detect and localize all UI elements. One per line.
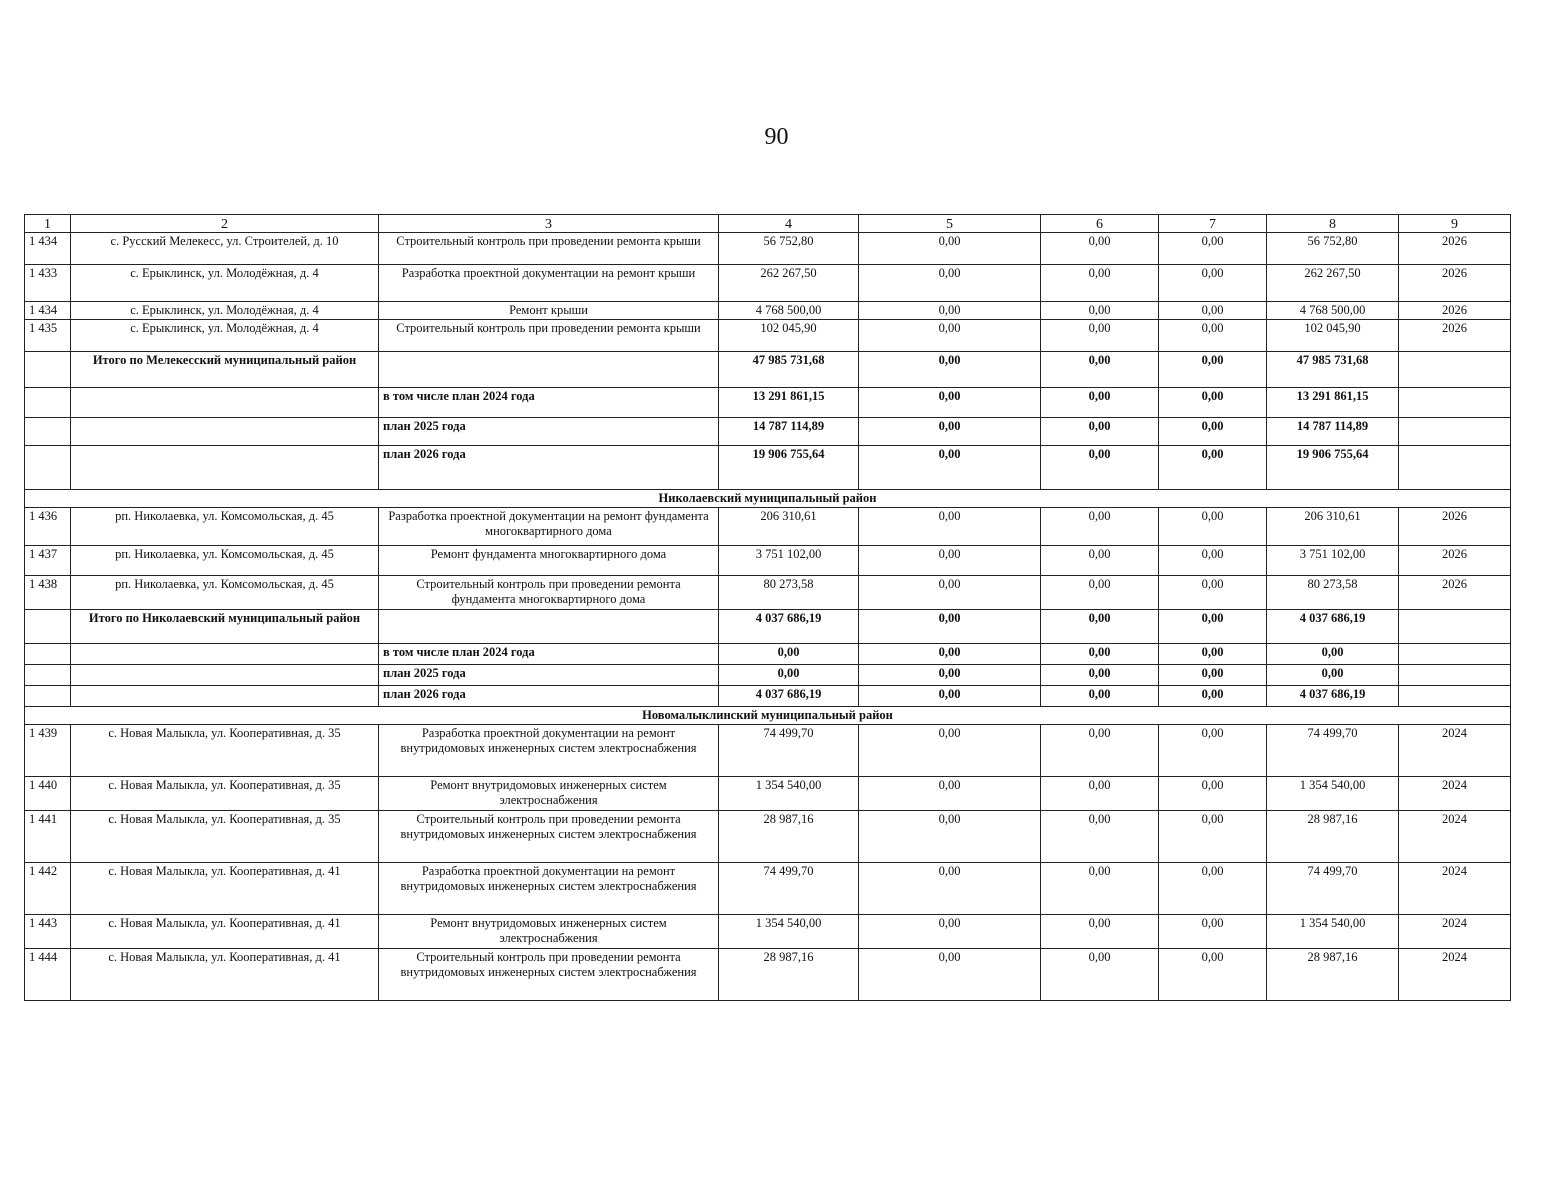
table-row bbox=[25, 863, 1511, 915]
year-cell: 2024 bbox=[1399, 915, 1511, 949]
work-type-cell: Разработка проектной документации на ремонт фундамента многоквартирного дома bbox=[379, 508, 719, 546]
year-cell: 2026 bbox=[1399, 302, 1511, 320]
total-label bbox=[71, 418, 379, 446]
amount-cell: 0,00 bbox=[1041, 546, 1159, 576]
address-cell: с. Новая Малыкла, ул. Кооперативная, д. 41 bbox=[71, 863, 379, 915]
amount-cell: 0,00 bbox=[1159, 665, 1267, 686]
amount-cell: 0,00 bbox=[859, 777, 1041, 811]
amount-cell: 0,00 bbox=[1159, 388, 1267, 418]
amount-cell: 0,00 bbox=[1041, 686, 1159, 707]
amount-cell: 0,00 bbox=[1267, 644, 1399, 665]
amount-cell: 0,00 bbox=[1041, 644, 1159, 665]
amount-cell: 0,00 bbox=[1041, 863, 1159, 915]
amount-cell: 0,00 bbox=[1159, 777, 1267, 811]
empty-cell bbox=[1399, 644, 1511, 665]
year-cell: 2024 bbox=[1399, 863, 1511, 915]
amount-cell: 0,00 bbox=[1041, 320, 1159, 352]
address-cell: с. Новая Малыкла, ул. Кооперативная, д. 41 bbox=[71, 915, 379, 949]
amount-cell: 56 752,80 bbox=[719, 233, 859, 265]
row-number: 1 435 bbox=[25, 320, 71, 352]
amount-cell: 0,00 bbox=[719, 644, 859, 665]
amount-cell: 3 751 102,00 bbox=[719, 546, 859, 576]
column-number: 4 bbox=[719, 215, 859, 233]
empty-cell bbox=[1399, 388, 1511, 418]
amount-cell: 0,00 bbox=[859, 352, 1041, 388]
column-number: 6 bbox=[1041, 215, 1159, 233]
amount-cell: 19 906 755,64 bbox=[719, 446, 859, 490]
table-row bbox=[25, 302, 1511, 320]
amount-cell: 0,00 bbox=[859, 418, 1041, 446]
amount-cell: 0,00 bbox=[1159, 233, 1267, 265]
amount-cell: 0,00 bbox=[859, 644, 1041, 665]
column-number: 9 bbox=[1399, 215, 1511, 233]
year-cell: 2024 bbox=[1399, 811, 1511, 863]
total-row bbox=[25, 644, 1511, 665]
amount-cell: 1 354 540,00 bbox=[1267, 915, 1399, 949]
row-number: 1 438 bbox=[25, 576, 71, 610]
amount-cell: 0,00 bbox=[1159, 863, 1267, 915]
amount-cell: 28 987,16 bbox=[1267, 811, 1399, 863]
address-cell: с. Ерыклинск, ул. Молодёжная, д. 4 bbox=[71, 320, 379, 352]
address-cell: с. Новая Малыкла, ул. Кооперативная, д. 35 bbox=[71, 777, 379, 811]
plan-label: в том числе план 2024 года bbox=[379, 644, 719, 665]
amount-cell: 1 354 540,00 bbox=[719, 777, 859, 811]
amount-cell: 74 499,70 bbox=[719, 863, 859, 915]
year-cell: 2024 bbox=[1399, 949, 1511, 1001]
work-type-cell: Разработка проектной документации на ремонт внутридомовых инженерных систем электроснабжения bbox=[379, 725, 719, 777]
work-type-cell: Строительный контроль при проведении ремонта крыши bbox=[379, 233, 719, 265]
amount-cell: 206 310,61 bbox=[1267, 508, 1399, 546]
address-cell: с. Новая Малыкла, ул. Кооперативная, д. 35 bbox=[71, 725, 379, 777]
work-type-cell: Строительный контроль при проведении ремонта крыши bbox=[379, 320, 719, 352]
amount-cell: 4 037 686,19 bbox=[1267, 610, 1399, 644]
amount-cell: 28 987,16 bbox=[719, 811, 859, 863]
table-row bbox=[25, 546, 1511, 576]
year-cell: 2024 bbox=[1399, 777, 1511, 811]
amount-cell: 19 906 755,64 bbox=[1267, 446, 1399, 490]
table-row bbox=[25, 811, 1511, 863]
amount-cell: 80 273,58 bbox=[1267, 576, 1399, 610]
empty-cell bbox=[25, 610, 71, 644]
section-heading-row bbox=[25, 490, 1511, 508]
year-cell: 2024 bbox=[1399, 725, 1511, 777]
amount-cell: 0,00 bbox=[859, 446, 1041, 490]
address-cell: с. Ерыклинск, ул. Молодёжная, д. 4 bbox=[71, 302, 379, 320]
amount-cell: 0,00 bbox=[1159, 508, 1267, 546]
work-type-cell: Разработка проектной документации на ремонт крыши bbox=[379, 265, 719, 302]
amount-cell: 4 037 686,19 bbox=[1267, 686, 1399, 707]
amount-cell: 0,00 bbox=[1159, 686, 1267, 707]
amount-cell: 0,00 bbox=[1159, 418, 1267, 446]
year-cell: 2026 bbox=[1399, 508, 1511, 546]
amount-cell: 0,00 bbox=[1041, 915, 1159, 949]
total-row bbox=[25, 388, 1511, 418]
work-type-cell: Ремонт крыши bbox=[379, 302, 719, 320]
amount-cell: 0,00 bbox=[1159, 546, 1267, 576]
total-row bbox=[25, 665, 1511, 686]
total-label: Итого по Николаевский муниципальный район bbox=[71, 610, 379, 644]
address-cell: рп. Николаевка, ул. Комсомольская, д. 45 bbox=[71, 576, 379, 610]
amount-cell: 0,00 bbox=[1159, 446, 1267, 490]
column-number: 2 bbox=[71, 215, 379, 233]
table-row bbox=[25, 725, 1511, 777]
amount-cell: 0,00 bbox=[859, 576, 1041, 610]
amount-cell: 0,00 bbox=[859, 665, 1041, 686]
amount-cell: 3 751 102,00 bbox=[1267, 546, 1399, 576]
amount-cell: 4 037 686,19 bbox=[719, 610, 859, 644]
page-number: 90 bbox=[764, 124, 789, 150]
plan-label: план 2026 года bbox=[379, 686, 719, 707]
amount-cell: 0,00 bbox=[1041, 388, 1159, 418]
amount-cell: 13 291 861,15 bbox=[1267, 388, 1399, 418]
amount-cell: 0,00 bbox=[1041, 777, 1159, 811]
amount-cell: 0,00 bbox=[859, 915, 1041, 949]
amount-cell: 0,00 bbox=[1041, 576, 1159, 610]
amount-cell: 0,00 bbox=[1041, 446, 1159, 490]
work-type-cell: Ремонт фундамента многоквартирного дома bbox=[379, 546, 719, 576]
amount-cell: 0,00 bbox=[1159, 265, 1267, 302]
empty-cell bbox=[1399, 686, 1511, 707]
empty-cell bbox=[25, 388, 71, 418]
amount-cell: 56 752,80 bbox=[1267, 233, 1399, 265]
year-cell: 2026 bbox=[1399, 546, 1511, 576]
empty-cell bbox=[1399, 665, 1511, 686]
amount-cell: 0,00 bbox=[859, 610, 1041, 644]
empty-cell bbox=[25, 418, 71, 446]
amount-cell: 0,00 bbox=[859, 265, 1041, 302]
amount-cell: 262 267,50 bbox=[1267, 265, 1399, 302]
empty-cell bbox=[1399, 610, 1511, 644]
amount-cell: 0,00 bbox=[859, 686, 1041, 707]
row-number: 1 433 bbox=[25, 265, 71, 302]
table-row bbox=[25, 915, 1511, 949]
address-cell: с. Новая Малыкла, ул. Кооперативная, д. 35 bbox=[71, 811, 379, 863]
empty-cell bbox=[1399, 352, 1511, 388]
amount-cell: 0,00 bbox=[859, 320, 1041, 352]
amount-cell: 0,00 bbox=[1041, 302, 1159, 320]
amount-cell: 0,00 bbox=[859, 725, 1041, 777]
row-number: 1 434 bbox=[25, 233, 71, 265]
row-number: 1 442 bbox=[25, 863, 71, 915]
amount-cell: 0,00 bbox=[1159, 949, 1267, 1001]
amount-cell: 0,00 bbox=[859, 388, 1041, 418]
column-number: 7 bbox=[1159, 215, 1267, 233]
section-title: Николаевский муниципальный район bbox=[25, 490, 1511, 508]
table-row bbox=[25, 949, 1511, 1001]
total-row bbox=[25, 446, 1511, 490]
total-row bbox=[25, 686, 1511, 707]
plan-label: в том числе план 2024 года bbox=[379, 388, 719, 418]
section-title: Новомалыклинский муниципальный район bbox=[25, 707, 1511, 725]
amount-cell: 4 768 500,00 bbox=[1267, 302, 1399, 320]
amount-cell: 0,00 bbox=[1041, 725, 1159, 777]
row-number: 1 444 bbox=[25, 949, 71, 1001]
empty-cell bbox=[25, 686, 71, 707]
work-type-cell: Разработка проектной документации на ремонт внутридомовых инженерных систем электроснабжения bbox=[379, 863, 719, 915]
empty-cell bbox=[25, 446, 71, 490]
total-label bbox=[71, 388, 379, 418]
amount-cell: 0,00 bbox=[1159, 302, 1267, 320]
amount-cell: 1 354 540,00 bbox=[1267, 777, 1399, 811]
work-type-cell: Ремонт внутридомовых инженерных систем электроснабжения bbox=[379, 777, 719, 811]
amount-cell: 0,00 bbox=[1159, 644, 1267, 665]
year-cell: 2026 bbox=[1399, 576, 1511, 610]
row-number: 1 439 bbox=[25, 725, 71, 777]
capital-repair-table bbox=[24, 214, 1511, 1001]
amount-cell: 47 985 731,68 bbox=[719, 352, 859, 388]
table-row bbox=[25, 233, 1511, 265]
address-cell: рп. Николаевка, ул. Комсомольская, д. 45 bbox=[71, 508, 379, 546]
address-cell: с. Ерыклинск, ул. Молодёжная, д. 4 bbox=[71, 265, 379, 302]
amount-cell: 0,00 bbox=[1159, 811, 1267, 863]
plan-label: план 2025 года bbox=[379, 418, 719, 446]
amount-cell: 0,00 bbox=[859, 949, 1041, 1001]
amount-cell: 14 787 114,89 bbox=[719, 418, 859, 446]
amount-cell: 1 354 540,00 bbox=[719, 915, 859, 949]
row-number: 1 436 bbox=[25, 508, 71, 546]
amount-cell: 0,00 bbox=[859, 811, 1041, 863]
plan-label bbox=[379, 352, 719, 388]
amount-cell: 0,00 bbox=[1041, 610, 1159, 644]
table-row bbox=[25, 777, 1511, 811]
row-number: 1 440 bbox=[25, 777, 71, 811]
table-row bbox=[25, 265, 1511, 302]
table-row bbox=[25, 508, 1511, 546]
year-cell: 2026 bbox=[1399, 233, 1511, 265]
amount-cell: 74 499,70 bbox=[1267, 725, 1399, 777]
amount-cell: 0,00 bbox=[1267, 665, 1399, 686]
empty-cell bbox=[25, 665, 71, 686]
amount-cell: 28 987,16 bbox=[1267, 949, 1399, 1001]
column-number: 3 bbox=[379, 215, 719, 233]
amount-cell: 0,00 bbox=[859, 233, 1041, 265]
work-type-cell: Строительный контроль при проведении ремонта фундамента многоквартирного дома bbox=[379, 576, 719, 610]
address-cell: рп. Николаевка, ул. Комсомольская, д. 45 bbox=[71, 546, 379, 576]
amount-cell: 0,00 bbox=[1159, 915, 1267, 949]
amount-cell: 0,00 bbox=[1159, 320, 1267, 352]
amount-cell: 0,00 bbox=[1041, 508, 1159, 546]
total-label bbox=[71, 665, 379, 686]
work-type-cell: Строительный контроль при проведении ремонта внутридомовых инженерных систем электроснабжения bbox=[379, 811, 719, 863]
plan-label: план 2025 года bbox=[379, 665, 719, 686]
amount-cell: 4 768 500,00 bbox=[719, 302, 859, 320]
empty-cell bbox=[1399, 446, 1511, 490]
amount-cell: 47 985 731,68 bbox=[1267, 352, 1399, 388]
amount-cell: 0,00 bbox=[859, 863, 1041, 915]
column-number-row bbox=[25, 215, 1511, 233]
column-number: 1 bbox=[25, 215, 71, 233]
section-heading-row bbox=[25, 707, 1511, 725]
amount-cell: 13 291 861,15 bbox=[719, 388, 859, 418]
total-row bbox=[25, 610, 1511, 644]
table-row bbox=[25, 320, 1511, 352]
empty-cell bbox=[1399, 418, 1511, 446]
amount-cell: 0,00 bbox=[859, 302, 1041, 320]
amount-cell: 14 787 114,89 bbox=[1267, 418, 1399, 446]
address-cell: с. Новая Малыкла, ул. Кооперативная, д. 41 bbox=[71, 949, 379, 1001]
year-cell: 2026 bbox=[1399, 320, 1511, 352]
total-label bbox=[71, 446, 379, 490]
amount-cell: 80 273,58 bbox=[719, 576, 859, 610]
amount-cell: 0,00 bbox=[859, 508, 1041, 546]
amount-cell: 102 045,90 bbox=[1267, 320, 1399, 352]
column-number: 5 bbox=[859, 215, 1041, 233]
amount-cell: 28 987,16 bbox=[719, 949, 859, 1001]
amount-cell: 0,00 bbox=[1041, 811, 1159, 863]
total-row bbox=[25, 352, 1511, 388]
plan-label bbox=[379, 610, 719, 644]
address-cell: с. Русский Мелекесс, ул. Строителей, д. 10 bbox=[71, 233, 379, 265]
amount-cell: 262 267,50 bbox=[719, 265, 859, 302]
amount-cell: 0,00 bbox=[1159, 610, 1267, 644]
row-number: 1 441 bbox=[25, 811, 71, 863]
work-type-cell: Строительный контроль при проведении ремонта внутридомовых инженерных систем электроснабжения bbox=[379, 949, 719, 1001]
amount-cell: 206 310,61 bbox=[719, 508, 859, 546]
total-label: Итого по Мелекесский муниципальный район bbox=[71, 352, 379, 388]
empty-cell bbox=[25, 352, 71, 388]
amount-cell: 74 499,70 bbox=[1267, 863, 1399, 915]
amount-cell: 0,00 bbox=[1159, 576, 1267, 610]
amount-cell: 74 499,70 bbox=[719, 725, 859, 777]
table-row bbox=[25, 576, 1511, 610]
amount-cell: 0,00 bbox=[1041, 949, 1159, 1001]
total-label bbox=[71, 686, 379, 707]
work-type-cell: Ремонт внутридомовых инженерных систем электроснабжения bbox=[379, 915, 719, 949]
amount-cell: 0,00 bbox=[1041, 352, 1159, 388]
amount-cell: 0,00 bbox=[1159, 725, 1267, 777]
total-label bbox=[71, 644, 379, 665]
column-number: 8 bbox=[1267, 215, 1399, 233]
row-number: 1 437 bbox=[25, 546, 71, 576]
year-cell: 2026 bbox=[1399, 265, 1511, 302]
plan-label: план 2026 года bbox=[379, 446, 719, 490]
amount-cell: 0,00 bbox=[1041, 665, 1159, 686]
amount-cell: 0,00 bbox=[1041, 265, 1159, 302]
row-number: 1 443 bbox=[25, 915, 71, 949]
amount-cell: 4 037 686,19 bbox=[719, 686, 859, 707]
row-number: 1 434 bbox=[25, 302, 71, 320]
amount-cell: 0,00 bbox=[1159, 352, 1267, 388]
amount-cell: 0,00 bbox=[719, 665, 859, 686]
empty-cell bbox=[25, 644, 71, 665]
amount-cell: 0,00 bbox=[1041, 233, 1159, 265]
total-row bbox=[25, 418, 1511, 446]
amount-cell: 0,00 bbox=[859, 546, 1041, 576]
amount-cell: 102 045,90 bbox=[719, 320, 859, 352]
amount-cell: 0,00 bbox=[1041, 418, 1159, 446]
